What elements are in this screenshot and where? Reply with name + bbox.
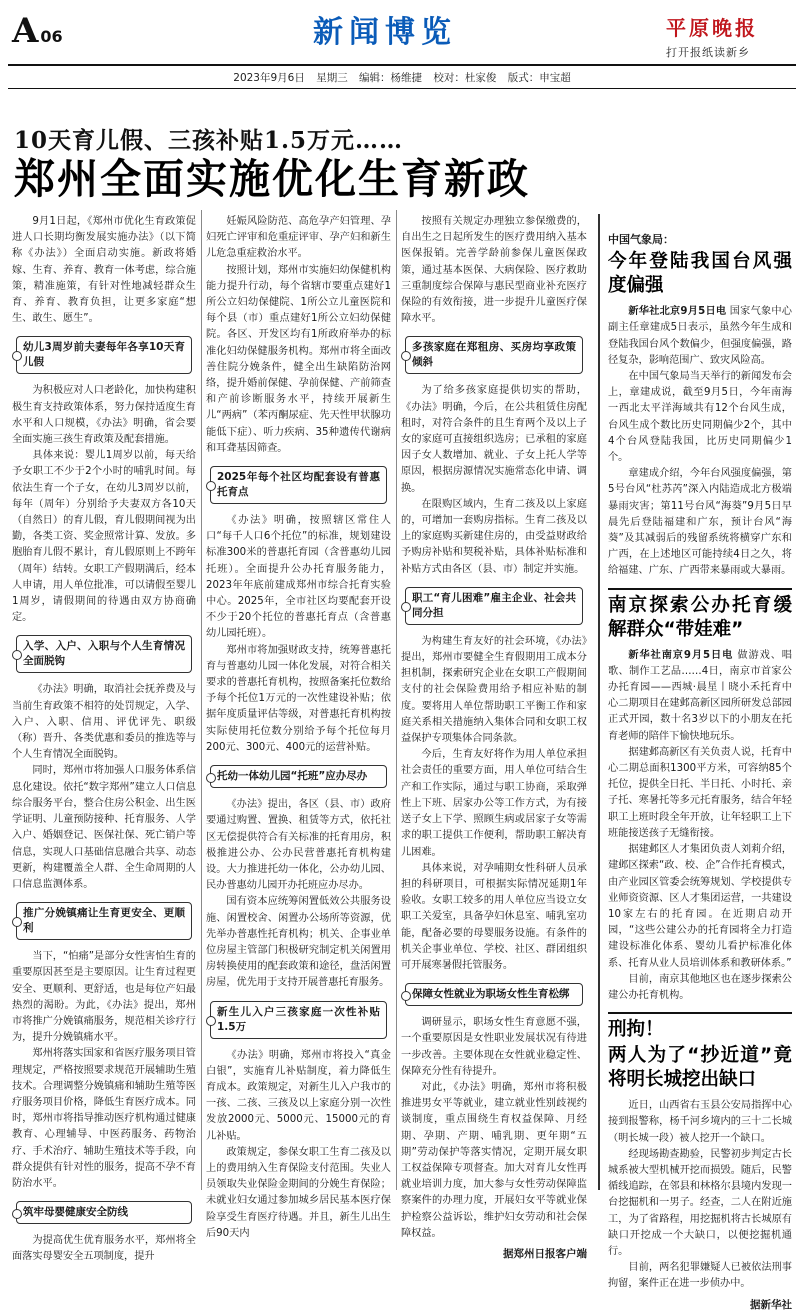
- bullet-dot-icon: [401, 602, 411, 612]
- paragraph: 政策规定，参保女职工生育二孩及以上的费用纳入生育保险支付范围。失业人员领取失业保险金期间的分娩生育保险；未就业妇女通过参加城乡居民基本医疗保险享受生育医疗待遇。并且，新生儿出生后90天内: [206, 1146, 391, 1239]
- paragraph: 为积极应对人口老龄化，加快构建积极生育支持政策体系，努力保持适度生育水平和人口规模，《办法》明确，省会要全面实施三孩生育政策及配套措施。: [12, 385, 196, 446]
- subheading-text: 幼儿3周岁前夫妻每年各享10天育儿假: [23, 341, 185, 369]
- paragraph: 当下，“怕痛”是部分女性害怕生育的重要原因甚至是主要原因。让生育过程更安全、更顺利、更舒适，也是每位产妇最热烈的渴盼。为此，《办法》提出，郑州市将推广分娩镇痛服务，规范相关诊疗行为，提升分娩镇痛水平。: [12, 951, 196, 1044]
- dateline-rule: [8, 88, 796, 89]
- story-headline: 郑州全面实施优化生育新政: [14, 155, 530, 203]
- source-credit: 据新华社: [750, 1298, 792, 1311]
- date: 2023年9月6日: [233, 72, 305, 84]
- story-divider: [608, 1012, 792, 1014]
- subheading: [405, 983, 583, 1006]
- story-title: 今年登陆我国台风强度偏强: [608, 251, 792, 297]
- bullet-dot-icon: [206, 1016, 216, 1026]
- subheading-text: 托幼一体幼儿园“托班”应办尽办: [217, 770, 368, 783]
- article-column-2: [206, 214, 391, 1239]
- section-title: 新闻博览: [313, 15, 457, 50]
- bullet-dot-icon: [12, 1209, 22, 1219]
- paragraph: 经现场勘查勘验，民警初步判定古长城系被大型机械开挖而损毁。随后，民警循线追踪，在邻县和林格尔县境内发现一台挖掘机和一男子。经查，二人在附近施工，为了省路程，用挖掘机将古长城原有缺口开挖成一个大缺口，以便挖掘机通行。: [608, 1148, 792, 1257]
- bullet-dot-icon: [401, 991, 411, 1001]
- bullet-dot-icon: [12, 917, 22, 927]
- page-number: [12, 11, 63, 51]
- page-letter: A: [12, 11, 39, 51]
- subheading-text: 职工“育儿困难”雇主企业、社会共同分担: [412, 591, 576, 619]
- paragraph: 具体来说，对孕哺期女性科研人员承担的科研项目，可根据实际情况延期1年验收。女职工较多的用人单位应当设立女职工关爱室，具备孕妇休息室、哺乳室功能，配备必要的母婴服务设施。有条件的机关企事业单位、学校、社区、群团组织可开展寒暑假托管服务。: [401, 862, 587, 971]
- paragraph: 妊娠风险防范、高危孕产妇管理、孕妇死亡评审和危重症评审、孕产妇和新生儿危急重症救治水平。: [206, 216, 391, 260]
- subheading-text: 多孩家庭在郑租房、买房均享政策倾斜: [412, 341, 576, 369]
- sidebar-divider: [598, 214, 600, 1190]
- subheading-text: 入学、入户、入职与个人生育情况全面脱钩: [23, 640, 185, 668]
- paragraph-text: 做游戏、唱歌、制作工艺品……4日，南京市首家公办托育园——西城·晨星丨晓小禾托育中心二期项目在建邺高新区园所研发总部园正式开园，数十名3岁以下的小朋友在托育老师的陪伴下愉快地玩乐。: [608, 649, 792, 742]
- subheading-text: 新生儿入户三孩家庭一次性补贴1.5万: [217, 1005, 380, 1033]
- article-column-3: [401, 214, 587, 1260]
- subheading: [405, 336, 583, 374]
- paragraph: 目前，南京其他地区也在逐步探索公建公办托育机构。: [608, 973, 792, 1001]
- paragraph: 今后，生育友好将作为用人单位承担社会责任的重要方面，用人单位可结合生产和工作实际，通过与职工协商，采取弹性上下班、居家办公等工作方式，为有接送子女上下学、照顾生病或居家子女等需求的职工提供工作便利，帮助职工解决育儿困难。: [401, 749, 587, 858]
- paragraph: 在中国气象局当天举行的新闻发布会上，章建成说，截至9月5日，今年南海一西北太平洋海域共有12个台风生成，台风生成个数比历史同期偏少2个，其中4个台风登陆我国，比历史同期偏少1个。: [608, 371, 792, 464]
- subheading-text: 筑牢母婴健康安全防线: [23, 1206, 128, 1219]
- story-kicker: 10天育儿假、三孩补贴1.5万元……: [14, 127, 404, 154]
- paragraph: 章建成介绍，今年台风强度偏强，第5号台风“杜苏芮”深入内陆造成北方极端暴雨灾害；第11号台风“海葵”9月5日早晨先后登陆福建和广东，预计台风“海葵”及其减弱后的残留系统将横穿广东和广西，在上述地区可能持续4日之久，将给福建、广东、广西带来暴雨或大暴雨。: [608, 468, 792, 577]
- paragraph: 国有资本应统筹闲置低效公共服务设施、闲置校舍、闲置办公场所等资源，优先举办普惠性托育机构；机关、企事业单位房屋主管部门积极研究制定机关闲置用房转换使用的配套政策和途径，盘活闲置房屋，优先用于支持开展普惠托育服务。: [206, 896, 391, 989]
- paragraph: 郑州将落实国家和省医疗服务项目管理规定，严格按照要求规范开展辅助生殖技术。合理调整分娩镇痛和辅助生殖等医疗服务项目价格，降低生育医疗成本。同时，郑州市将指导推动医疗机构通过健康教育、心理辅导、中医药服务、药物治疗、手术治疗、辅助生殖技术等手段，向群众提供有针对性的服务，提高不孕不育防治水平。: [12, 1048, 196, 1189]
- subheading: [16, 336, 192, 374]
- paragraph: 《办法》提出，各区（县、市）政府要通过购置、置换、租赁等方式，依托社区无偿提供符合有关标准的托育用房，积极推进公办、公办民营普惠托育机构建设。大力推进托幼一体化，公办幼儿园、民办普惠幼儿园开办托班应办尽办。: [206, 799, 391, 892]
- bullet-dot-icon: [401, 351, 411, 361]
- paragraph: 同时，郑州市将加强人口服务体系信息化建设。依托“数字郑州”建立人口信息综合服务平台，整合住房公积金、出生医学证明、儿童预防接种、托育服务、人学入户、婚姻登记、医保社保、死亡销户等信息，实现人口基础信息融合共享、动态更新，构建覆盖全人群、全生命周期的人口信息监测体系。: [12, 765, 196, 890]
- paragraph: 调研显示，职场女性生育意愿不强，一个重要原因是女性职业发展状况有待进一步改善。主要体现在女性就业稳定性、保障充分性有待提升。: [401, 1017, 587, 1077]
- page-header: [8, 8, 796, 70]
- column-divider: [201, 210, 202, 1190]
- subheading-text: 推广分娩镇痛让生育更安全、更顺利: [23, 907, 185, 935]
- paragraph: 9月1日起，《郑州市优化生育政策促进人口长期均衡发展实施办法》（以下简称《办法》）全面启动实施。新政将婚嫁、生育、养育、教育一体考虑，综合施策，精准施策，有针对性地减轻群众生育、养育、教育负担，让更多家庭“想生、敢生、愿生”。: [12, 216, 196, 325]
- subheading: [210, 1001, 387, 1039]
- weekday: 星期三: [316, 72, 348, 84]
- paragraph: 郑州市将加强财政支持，统筹普惠托育与普惠幼儿园一体化发展，对符合相关要求的普惠托育机构，按照备案托位数给予每个托位1万元的一次性建设补贴；依据年度质量评估等级，对普惠托育机构按实际使用托位数分别给予每个托位每月200元、300元、400元的运营补贴。: [206, 644, 391, 753]
- story-title: 两人为了“抄近道”竟将明长城挖出缺口: [608, 1045, 792, 1091]
- subheading: [16, 1201, 192, 1224]
- article-column-1: [12, 214, 196, 1263]
- bullet-dot-icon: [12, 650, 22, 660]
- paragraph: 《办法》明确，取消社会抚养费及与当前生育政策不相符的处罚规定，入学、入户、入职、信用、评优评先、职级（称）晋升、各类优惠和委员的推选等与个人生育情况全面脱钩。: [12, 684, 196, 761]
- subheading: [16, 635, 192, 673]
- newspaper-logo: [666, 12, 788, 60]
- paragraph-text: 国家气象中心副主任章建成5日表示，虽然今年生成和登陆我国台风个数偏少，但强度偏强，路径复杂，影响范围广、致灾风险高。: [608, 306, 792, 366]
- dateline-lead: 新华社南京9月5日电: [628, 649, 734, 661]
- subheading-text: 2025年每个社区均配套设有普惠托育点: [217, 471, 380, 499]
- paragraph: 目前，两名犯罪嫌疑人已被依法刑事拘留，案件正在进一步侦办中。: [608, 1262, 792, 1290]
- paragraph: 据建邺高新区有关负责人说，托育中心二期总面积1300平方米，可容纳85个托位，提供全日托、半日托、小时托、亲子托、寒暑托等多元托育服务，结合年轻职工上班时段全年开放，让年轻职工上下班能接送孩子无缝衔接。: [608, 746, 792, 839]
- story-title: 南京探索公办托育缓解群众“带娃难”: [608, 594, 792, 640]
- page-number-digits: 06: [40, 27, 63, 46]
- editor: 编辑：杨维捷: [359, 72, 423, 84]
- paragraph: 具体来说：婴儿1周岁以前，每天给予女职工不少于2个小时的哺乳时间。每依法生育一个子女，在幼儿3周岁以前，每年（周年）分别给予夫妻双方各10天（自然日）的育儿假，育儿假期间视为出勤，各类工资、奖金照常计算、发放。多胞胎育儿假不累计，育儿假原则上不跨年（周年）结转。女职工产假期满后，经本人申请，用人单位批准，可以请假至婴儿1周岁，请假期间的待遇由双方协商确定。: [12, 450, 196, 624]
- bullet-dot-icon: [12, 351, 22, 361]
- paragraph: 按照计划，郑州市实施妇幼保健机构能力提升行动，每个省辖市要重点建好1所公立妇幼保健院、1所公立儿童医院和每个县（市）重点建好1所公立妇幼保健院。各区、开发区均有1所政府举办的标准化妇幼保健服务机构。郑州市将全面改善住院分娩条件，健全出生缺陷防治网络，提升婚前保健、孕前保健、产前筛查和产前诊断服务水平，持续开展新生儿“两病”（苯丙酮尿症、先天性甲状腺功能低下症）、听力疾病、35种遗传代谢病和耳聋基因筛查。: [206, 264, 391, 454]
- source-credit: 据郑州日报客户端: [503, 1247, 587, 1260]
- slogan: 打开报纸读新乡: [666, 46, 750, 59]
- proofreader: 校对：杜家俊: [433, 72, 497, 84]
- paragraph: 在限购区域内，生育二孩及以上家庭的，可增加一套购房指标。生育二孩及以上的家庭购买新建住房的，由受益财政给予购房补贴和契税补贴，具体补贴标准和补贴方式由各区（县、市）制定并实施。: [401, 498, 587, 575]
- subheading: [210, 765, 387, 788]
- paragraph: 按照有关规定办理独立参保缴费的，自出生之日起所发生的医疗费用纳入基本医保报销。完善学龄前参保儿童医保政策，通过基本医保、大病保险、医疗救助三重制度综合保障与惠民型商业补充医疗保险的有效衔接，进一步提升儿童医疗保障水平。: [401, 216, 587, 325]
- subheading: [405, 587, 583, 625]
- paragraph: 为构建生育友好的社会环境，《办法》提出，郑州市要健全生育假期用工成本分担机制，探索研究企业在女职工产假期间支付的社会保险费用给予相应补贴的制度。要将用人单位帮助职工平衡工作和家庭关系相关措施纳入集体合同和女职工权益保护专项集体合同条款。: [401, 635, 587, 745]
- bullet-dot-icon: [206, 773, 216, 783]
- paragraph: 为提高优生优育服务水平，郑州将全面落实母婴安全五项制度，提升: [12, 1235, 196, 1263]
- bullet-dot-icon: [206, 481, 216, 491]
- paragraph: 据建邺区人才集团负责人刘莉介绍，建邺区探索“政、校、企”合作托育模式，由产业园区管委会统筹规划、学校提供专业师资资源、区人才集团运营，一共建设10家左右的托育园。在近期启动开园，“这些公建公办的托育园将全力打造建设标准化体系、婴幼儿看护标准化体系、托育从业人员培训体系和教研体系。”: [608, 844, 792, 969]
- subheading: [210, 466, 387, 504]
- dateline: [0, 70, 804, 85]
- story-divider: [608, 588, 792, 590]
- subheading: [16, 902, 192, 940]
- paragraph: 为了给多孩家庭提供切实的帮助，《办法》明确，今后，在公共租赁住房配租时，对符合条件的且生育两个及以上子女的家庭可直接组织选房；已承租的家庭因子女人数增加、就业、子女上托人学等原因，根据房源情况实施常态化申请、调换。: [401, 385, 587, 494]
- logo-text: 平原晚报: [666, 16, 758, 40]
- sidebar-column: [608, 226, 792, 1311]
- story-kicker: 中国气象局：: [608, 233, 674, 246]
- layout-designer: 版式：申宝超: [507, 72, 571, 84]
- paragraph: [608, 304, 792, 369]
- paragraph: 《办法》明确，郑州市将投入“真金白银”，实施育儿补贴制度，着力降低生育成本。政策规定，对新生儿入户我市的一孩、二孩、三孩及以上家庭分别一次性发放2000元、5000元、15000元的育儿补贴。: [206, 1049, 391, 1142]
- paragraph: 近日，山西省右玉县公安局指挥中心接到报警称，杨千河乡境内的三十二长城（明长城一段）被人挖开一个缺口。: [608, 1100, 792, 1144]
- story-kicker: 刑拘！: [608, 1019, 664, 1041]
- paragraph: 对此，《办法》明确，郑州市将积极推进男女平等就业，建立就业性别歧视约谈制度，重点围绕生育权益保障、月经期、孕期、产期、哺乳期、更年期“五期”劳动保护等落实情况，定期开展女职工权益保障专项督查。加大对育儿女性再就业培训力度，加大参与女性劳动保障监察案件的办理力度，开展妇女平等就业保护检察公益诉讼，维护妇女劳动和社会保障权益。: [401, 1081, 587, 1239]
- paragraph: [608, 648, 792, 745]
- subheading-text: 保障女性就业为职场女性生育松绑: [412, 988, 570, 1001]
- dateline-lead: 新华社北京9月5日电: [628, 306, 727, 318]
- column-divider: [396, 210, 397, 1190]
- paragraph: 《办法》明确，按照辖区常住人口“每千人口6个托位”的标准，规划建设标准300米的普惠托育园（含普惠幼儿园托班）。全面提升公办托育服务能力，2023年年底前建成郑州市综合托育实验中心。2025年，全市社区均要配套开设不少于20个托位的普惠托育点（含普惠幼儿园托班）。: [206, 515, 391, 640]
- header-rule: [8, 64, 796, 66]
